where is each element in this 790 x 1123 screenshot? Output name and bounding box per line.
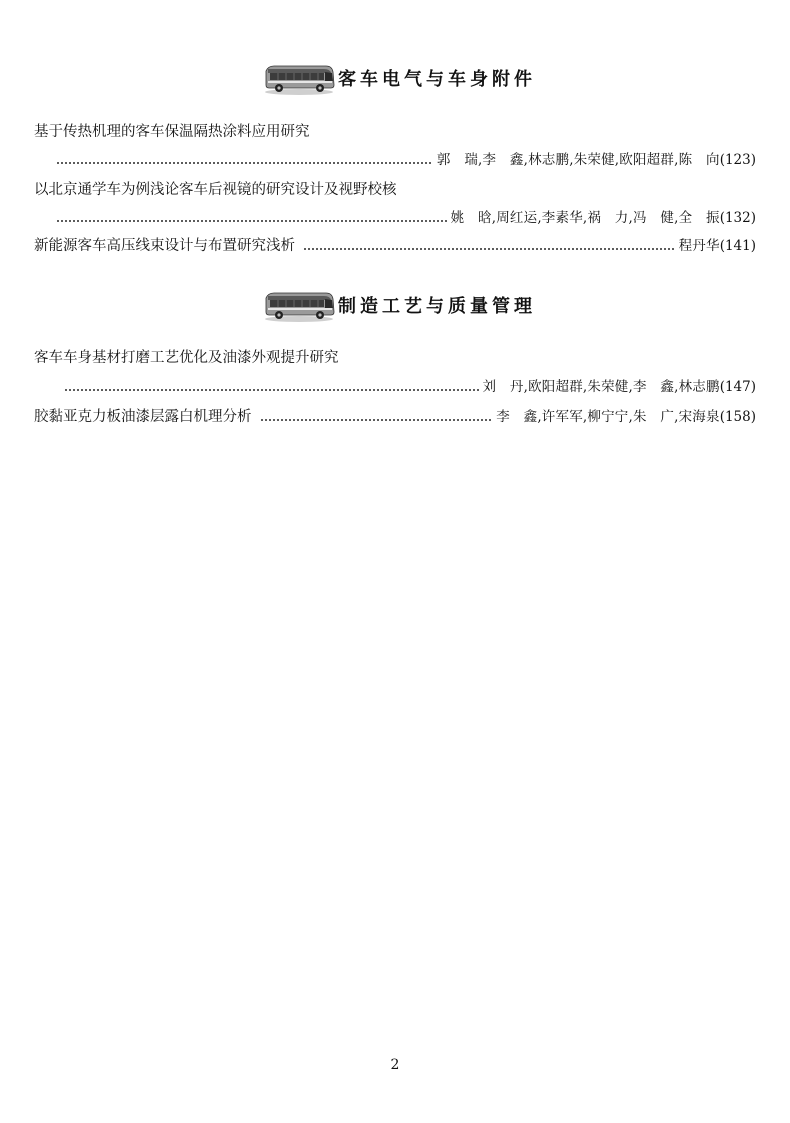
entry-page: (123) xyxy=(719,152,756,168)
entry-page: (141) xyxy=(719,238,756,254)
entry-title: 客车车身基材打磨工艺优化及油漆外观提升研究 xyxy=(34,350,339,366)
entry-title: 胶黏亚克力板油漆层露白机理分析 xyxy=(34,409,252,425)
dot-leader xyxy=(56,162,433,164)
entry-leader-line xyxy=(56,150,756,170)
section-header-2 xyxy=(262,287,536,323)
entry-page: (132) xyxy=(719,210,756,226)
entry-authors: 程丹华 xyxy=(678,238,720,254)
dot-leader xyxy=(64,389,479,391)
section-title: 客车电气与车身附件 xyxy=(338,69,536,90)
entry-title: 基于传热机理的客车保温隔热涂料应用研究 xyxy=(34,124,310,140)
section-header-1 xyxy=(262,60,536,96)
entry-single-line xyxy=(34,236,756,256)
entry-leader-line xyxy=(56,208,756,228)
entry-page: (158) xyxy=(719,409,756,425)
entry-authors: 李 鑫,许军军,柳宁宁,朱 广,宋海泉 xyxy=(496,409,720,425)
entry-title: 以北京通学车为例浅论客车后视镜的研究设计及视野校核 xyxy=(34,182,397,198)
bus-icon xyxy=(262,61,336,95)
entry-authors: 姚 晗,周红运,李素华,祸 力,冯 健,全 振 xyxy=(450,210,720,226)
page-number: 2 xyxy=(390,1057,400,1073)
dot-leader xyxy=(303,248,675,250)
section-title: 制造工艺与质量管理 xyxy=(338,296,536,317)
entry-authors: 郭 瑞,李 鑫,林志鹏,朱荣健,欧阳超群,陈 向 xyxy=(436,152,720,168)
entry-authors: 刘 丹,欧阳超群,朱荣健,李 鑫,林志鹏 xyxy=(482,379,720,395)
entry-single-line xyxy=(34,407,756,427)
bus-icon xyxy=(262,288,336,322)
dot-leader xyxy=(56,220,447,222)
dot-leader xyxy=(260,419,493,421)
entry-page: (147) xyxy=(719,379,756,395)
entry-leader-line xyxy=(64,377,756,397)
entry-title: 新能源客车高压线束设计与布置研究浅析 xyxy=(34,238,295,254)
